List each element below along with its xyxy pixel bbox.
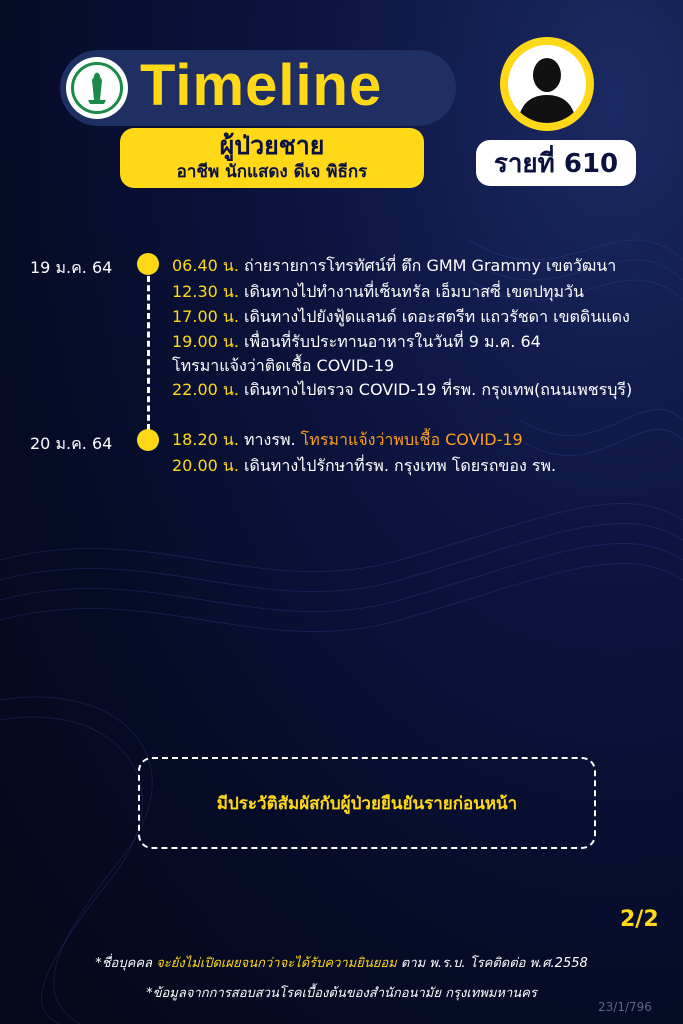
contact-history-box xyxy=(138,757,596,849)
bangkok-city-seal-icon xyxy=(66,57,128,119)
timeline-date: 19 ม.ค. 64 xyxy=(30,258,113,277)
timeline-entry: 18.20 น. ทางรพ. โทรมาแจ้งว่าพบเชื้อ COVID-19 xyxy=(172,430,523,449)
timeline-entry-continued: โทรมาแจ้งว่าติดเชื้อ COVID-19 xyxy=(172,356,395,375)
patient-occupation: อาชีพ นักแสดง ดีเจ พิธีกร xyxy=(176,162,368,182)
timeline-entry: 17.00 น. เดินทางไปยังฟู้ดแลนด์ เดอะสตรีท แถวรัชดา เขตดินแดง xyxy=(172,307,630,326)
reference-code: 23/1/796 xyxy=(598,1000,652,1014)
source-footnote: *ข้อมูลจากการสอบสวนโรคเบื้องต้นของสำนักอนามัย กรุงเทพมหานคร xyxy=(146,986,537,1001)
page-title: Timeline xyxy=(140,53,383,118)
patient-gender-title: ผู้ป่วยชาย xyxy=(219,131,325,160)
case-number-badge: รายที่ 610 xyxy=(476,140,636,186)
timeline-entry: 06.40 น. ถ่ายรายการโทรทัศน์ที่ ตึก GMM Grammy เขตวัฒนา xyxy=(172,256,617,275)
contact-history-text: มีประวัติสัมผัสกับผู้ป่วยยืนยันรายก่อนหน้า xyxy=(216,793,518,814)
timeline-date: 20 ม.ค. 64 xyxy=(30,434,113,453)
timeline-entry: 22.00 น. เดินทางไปตรวจ COVID-19 ที่รพ. กรุงเทพ(ถนนเพชรบุรี) xyxy=(172,380,633,399)
timeline-dot xyxy=(137,253,159,275)
privacy-footnote: *ชื่อบุคคล จะยังไม่เปิดเผยจนกว่าจะได้รับความยินยอม ตาม พ.ร.บ. โรคติดต่อ พ.ศ.2558 xyxy=(95,956,588,971)
covid-positive-highlight: โทรมาแจ้งว่าพบเชื้อ COVID-19 xyxy=(300,430,523,449)
timeline-dot xyxy=(137,429,159,451)
page-number: 2/2 xyxy=(620,907,659,932)
timeline-entry: 19.00 น. เพื่อนที่รับประทานอาหารในวันที่ 9 ม.ค. 64 xyxy=(172,332,541,351)
timeline-connector xyxy=(147,276,150,430)
timeline-entry: 20.00 น. เดินทางไปรักษาที่รพ. กรุงเทพ โดยรถของ รพ. xyxy=(172,456,557,475)
timeline-entry: 12.30 น. เดินทางไปทำงานที่เซ็นทรัล เอ็มบาสซี่ เขตปทุมวัน xyxy=(172,282,584,301)
patient-info-box xyxy=(120,128,424,188)
person-silhouette-icon xyxy=(500,37,594,131)
